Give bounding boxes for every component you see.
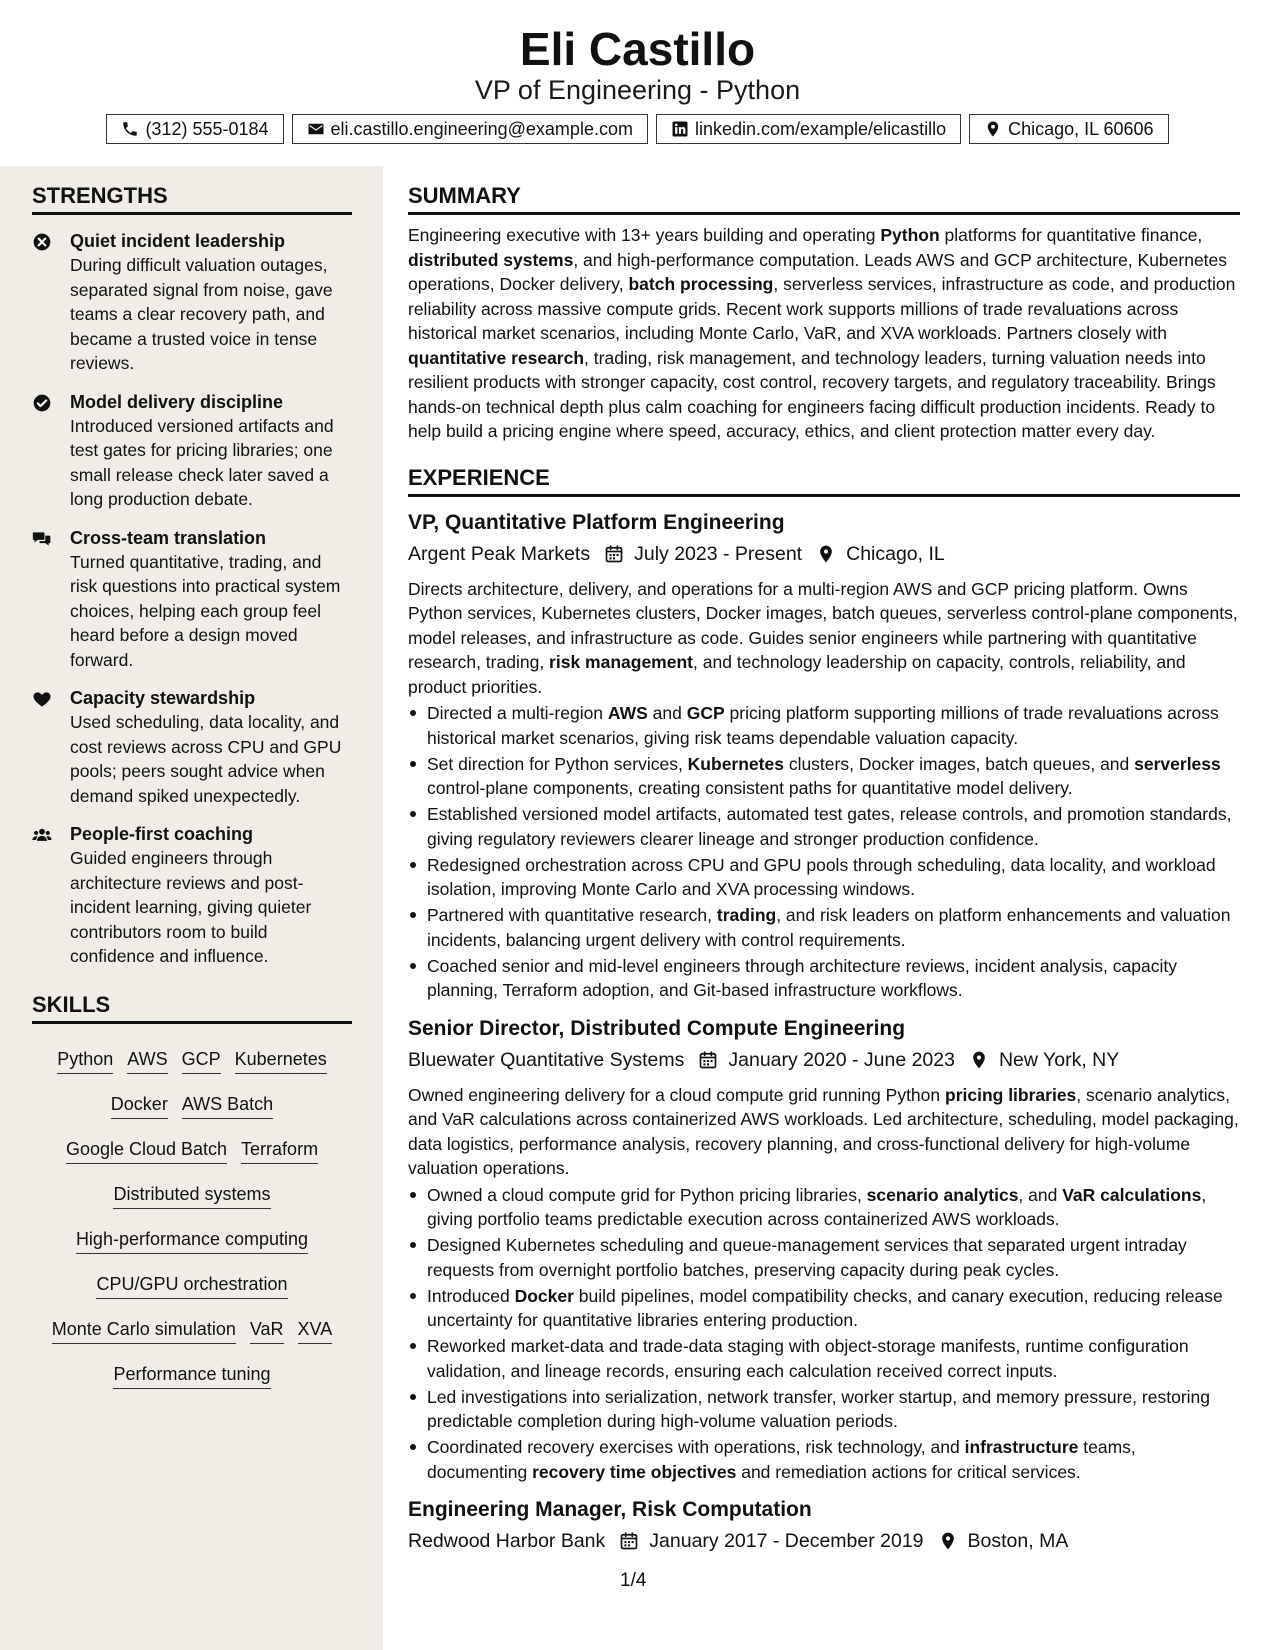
job-entry [408,509,1240,1003]
users-icon [32,825,52,845]
skill-tag: Distributed systems [113,1182,270,1209]
job-description: Owned engineering delivery for a cloud compute grid running Python pricing libraries, scenario analytics, and VaR calculations across containerized AWS workloads. Led architecture, scheduling, model packaging, data logistics, performance analysis, recovery planning, and cross-functional delivery for high-volume valuation operations. [408,1084,1239,1178]
heart-icon [32,689,52,709]
skill-tag: Kubernetes [235,1047,327,1074]
list-item: Redesigned orchestration across CPU and GPU pools through scheduling, data locality, and workload isolation, improving Monte Carlo and XVA processing windows. [408,853,1240,902]
job-description: Directs architecture, delivery, and operations for a multi-region AWS and GCP pricing platform. Owns Python services, Kubernetes clusters, Docker images, batch queues, serverless control-plane components, model releases, and infrastructure as code. Guides senior engineers while partnering with quantitative research, trading, risk management, and technology leadership on capacity, controls, reliability, and product priorities. [408,578,1238,697]
summary-heading: SUMMARY [408,166,1240,215]
list-item: Set direction for Python services, Kubernetes clusters, Docker images, batch queues, and serverless control-plane components, creating consistent paths for quantitative model delivery. [408,752,1240,801]
job-entry [408,1015,1240,1485]
skill-row [32,1173,352,1218]
contact-linkedin[interactable] [656,114,961,144]
contact-phone[interactable] [106,114,283,144]
list-item: Owned a cloud compute grid for Python pricing libraries, scenario analytics, and VaR calculations, giving portfolio teams predictable execution across containerized AWS workloads. [408,1183,1240,1232]
strength-item [32,390,352,512]
job-company: Redwood Harbor Bank [408,1530,606,1552]
job-dates: January 2020 - June 2023 [728,1048,955,1071]
strength-item [32,526,352,673]
skill-tag: Google Cloud Batch [66,1137,227,1164]
job-bullets [408,701,1240,1003]
list-item: Partnered with quantitative research, trading, and risk leaders on platform enhancements and valuation incidents, balancing urgent delivery with control requirements. [408,903,1240,952]
list-item: Coordinated recovery exercises with operations, risk technology, and infrastructure teams, documenting recovery time objectives and remediation actions for critical services. [408,1435,1240,1484]
job-dates: January 2017 - December 2019 [649,1530,924,1552]
job-location: Boston, MA [967,1530,1069,1552]
page-number: 1/4 [620,1570,647,1591]
job-title: VP, Quantitative Platform Engineering [408,510,785,534]
job-meta [408,1045,1240,1075]
contact-email-text: eli.castillo.engineering@example.com [330,118,633,139]
skill-row [32,1083,352,1128]
contact-linkedin-text: linkedin.com/example/elicastillo [694,118,947,139]
phone-icon [121,120,139,138]
contact-bar [0,114,1275,144]
skill-tag: Docker [111,1092,168,1119]
linkedin-icon [671,120,689,138]
skill-tag: CPU/GPU orchestration [96,1272,287,1299]
strength-title: Capacity stewardship [70,688,256,708]
contact-location-text: Chicago, IL 60606 [1008,118,1154,139]
summary-text: Engineering executive with 13+ years building and operating Python platforms for quantitative finance, distributed systems, and high-performance computation. Leads AWS and GCP architecture, Kubernetes operations, Docker delivery, batch processing, serverless services, infrastructure as code, and production reliability across massive compute grids. Recent work supports millions of trade revaluations across historical market scenarios, including Monte Carlo, VaR, and XVA workloads. Partners closely with quantitative research, trading, risk management, and technology leaders, turning valuation needs into resilient products with stronger capacity, cost control, recovery targets, and regulatory traceability. Brings hands-on technical depth plus calm coaching for engineers facing difficult production incidents. Ready to help build a pricing engine where speed, accuracy, ethics, and client protection matter every day. [408,225,1236,441]
list-item: Introduced Docker build pipelines, model compatibility checks, and canary execution, reducing release uncertainty for quantitative libraries entering production. [408,1284,1240,1333]
skill-tag: High-performance computing [76,1227,308,1254]
skill-tag: AWS [127,1047,167,1074]
strength-title: Quiet incident leadership [70,231,286,251]
x-circle-icon [32,232,52,252]
sidebar-content [32,166,352,1398]
location-pin-icon [938,1531,958,1551]
job-title: Senior Director, Distributed Compute Engineering [408,1016,906,1040]
skill-row [32,1308,352,1353]
skill-tag: GCP [182,1047,221,1074]
strength-item [32,822,352,969]
strength-desc: Introduced versioned artifacts and test gates for pricing libraries; one small release check later saved a long production debate. [70,415,334,509]
skill-row [32,1128,352,1173]
job-location: Chicago, IL [846,542,945,565]
skills-heading: SKILLS [32,975,352,1024]
skills-list [32,1038,352,1398]
job-meta [408,1526,1240,1556]
location-pin-icon [984,120,1002,138]
calendar-icon [604,544,624,564]
strength-item [32,229,352,376]
strength-title: Cross-team translation [70,527,267,548]
strength-desc: Guided engineers through architecture reviews and post-incident learning, giving quieter contributors room to build confidence and influence. [70,848,312,966]
contact-phone-text: (312) 555-0184 [145,118,269,139]
skill-row [32,1353,352,1398]
job-dates: July 2023 - Present [634,542,803,565]
job-company: Argent Peak Markets [408,542,591,565]
skill-tag: Terraform [241,1137,318,1164]
skill-tag: VaR [250,1317,284,1344]
candidate-name: Eli Castillo [519,23,756,75]
resume-header [0,0,1275,166]
strength-item [32,686,352,808]
skill-tag: XVA [298,1317,333,1344]
contact-location[interactable] [969,114,1168,144]
list-item: Established versioned model artifacts, automated test gates, release controls, and promotion standards, giving regulatory reviewers clearer lineage and stronger production confidence. [408,802,1240,851]
skill-tag: Python [57,1047,113,1074]
job-bullets [408,1183,1240,1485]
skill-tag: Performance tuning [113,1362,270,1389]
contact-email[interactable] [292,114,648,144]
experience-heading: EXPERIENCE [408,448,1240,497]
list-item: Coached senior and mid-level engineers through architecture reviews, incident analysis, capacity planning, Terraform adoption, and Git-based infrastructure workflows. [408,954,1240,1003]
envelope-icon [307,120,325,138]
strength-desc: During difficult valuation outages, separated signal from noise, gave teams a clear recovery path, and became a trusted voice in tense reviews. [70,255,333,373]
job-company: Bluewater Quantitative Systems [408,1048,685,1071]
list-item: Designed Kubernetes scheduling and queue-management services that separated urgent intraday requests from overnight portfolio batches, preserving capacity during peak cycles. [408,1233,1240,1282]
strength-title: Model delivery discipline [70,391,284,412]
list-item: Led investigations into serialization, network transfer, worker startup, and memory pressure, restoring predictable completion during high-volume valuation periods. [408,1385,1240,1434]
job-title: Engineering Manager, Risk Computation [408,1498,812,1521]
job-entry [408,1496,1240,1556]
strength-desc: Turned quantitative, trading, and risk questions into practical system choices, helping each group feel heard before a design moved forward. [70,551,341,670]
skill-row [32,1038,352,1083]
skill-row [32,1218,352,1263]
check-circle-icon [32,393,52,413]
list-item: Reworked market-data and trade-data staging with object-storage manifests, runtime configuration validation, and lineage records, ensuring each calculation received correct inputs. [408,1334,1240,1383]
strengths-heading: STRENGTHS [32,166,352,215]
location-pin-icon [969,1050,989,1070]
list-item: Directed a multi-region AWS and GCP pricing platform supporting millions of trade revaluations across historical market scenarios, giving risk teams dependable valuation capacity. [408,701,1240,750]
skill-tag: Monte Carlo simulation [52,1317,236,1344]
job-meta [408,539,1240,569]
experience-list [408,509,1240,1557]
location-pin-icon [816,544,836,564]
comments-icon [32,529,52,549]
calendar-icon [698,1050,718,1070]
skill-tag: AWS Batch [182,1092,273,1119]
skill-row [32,1263,352,1308]
candidate-title: VP of Engineering - Python [474,75,801,105]
sidebar [0,166,383,1650]
job-location: New York, NY [998,1048,1120,1071]
strength-title: People-first coaching [70,824,254,844]
calendar-icon [619,1531,639,1551]
strength-desc: Used scheduling, data locality, and cost reviews across CPU and GPU pools; peers sought advice when demand spiked unexpectedly. [70,712,342,806]
main-content [408,166,1240,1556]
